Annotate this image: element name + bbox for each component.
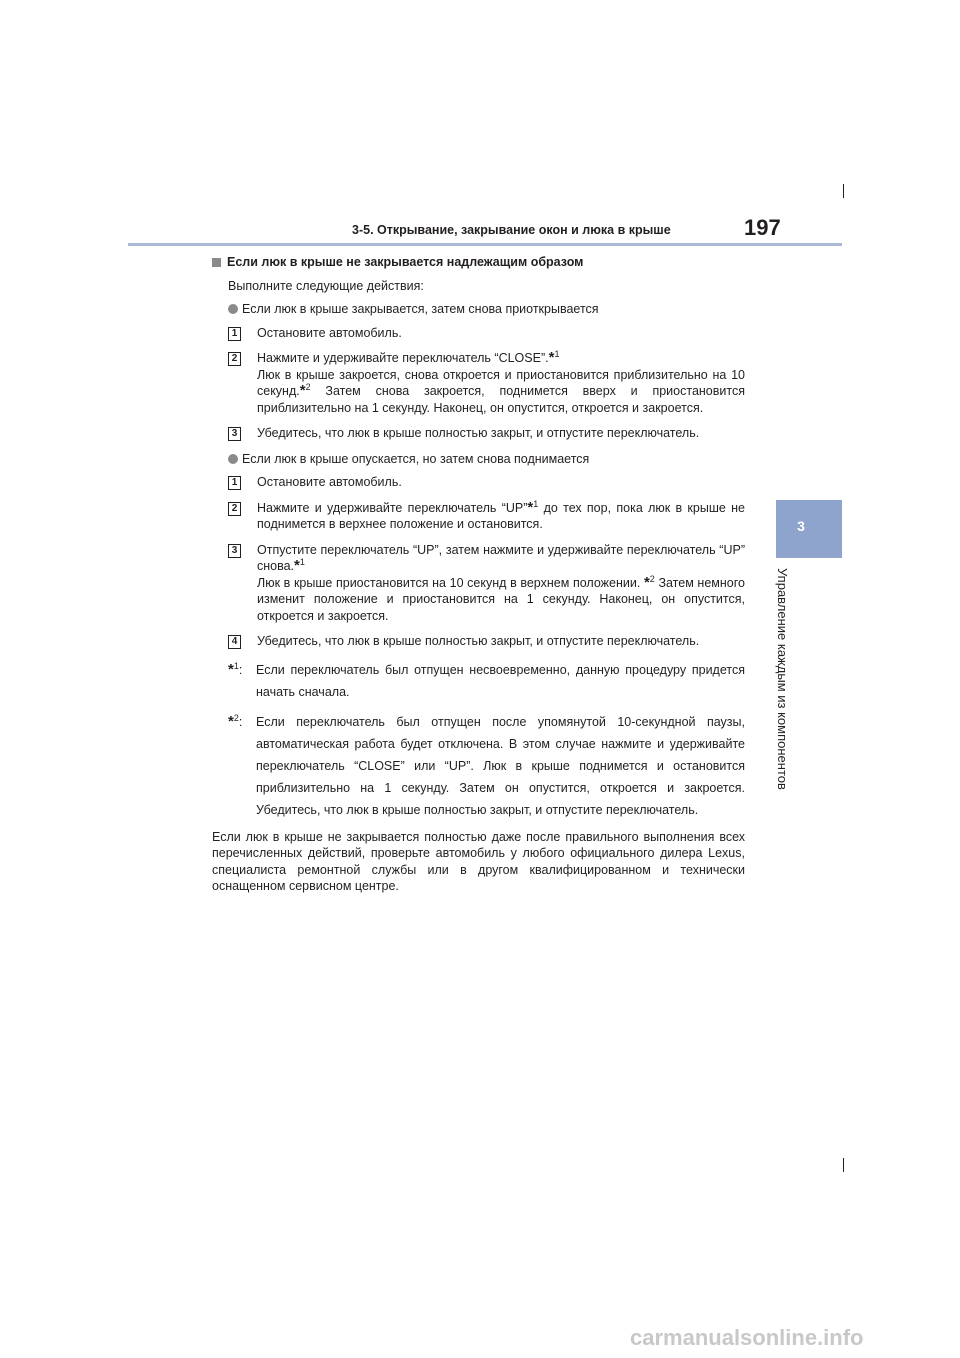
footnote-star: * xyxy=(294,557,300,574)
step-item xyxy=(228,500,745,533)
step-text xyxy=(257,542,745,625)
footnote-star: * xyxy=(228,660,234,678)
watermark: carmanualsonline.info xyxy=(630,1325,864,1350)
section-header-title: 3-5. Открывание, закрывание окон и люка в крыше xyxy=(352,223,671,237)
step-item xyxy=(228,425,745,442)
step-line: Люк в крыше закроется, снова откроется и приостановится приблизительно на 10 секунд. xyxy=(257,367,745,398)
footnote-ref: 2 xyxy=(649,573,655,584)
footnote-ref: 1 xyxy=(233,660,239,671)
step-number: 3 xyxy=(228,427,241,441)
footnote-separator: : xyxy=(238,714,243,729)
step-number: 4 xyxy=(228,635,241,649)
chapter-title-vertical: Управление каждым из компонентов xyxy=(775,568,790,790)
footnote-text: Если переключатель был отпущен после упомянутой 10-секундной паузы, автоматическая работа будет отключена. В этом случае нажмите и удерживайте переключатель “CLOSE” или “UP”. Люк в крыше поднимется и остановится приблизительно на 1 секунду. Затем он опустится, откроется и закроется. Убедитесь, что люк в крыше полностью закрыт, и отпустите переключатель. xyxy=(256,714,745,817)
case-heading xyxy=(228,451,745,468)
step-line: Затем немного изменит положение и приостановится на 1 секунду. Наконец, он опустится, откроется и закроется. xyxy=(257,575,745,623)
step-line: Нажмите и удерживайте переключатель “CLOSE”. xyxy=(257,351,549,365)
crop-mark-bottom xyxy=(843,1158,844,1172)
step-item xyxy=(228,350,745,416)
step-line: Отпустите переключатель “UP”, затем нажмите и удерживайте переключатель “UP” снова. xyxy=(257,542,745,573)
case-heading xyxy=(228,301,745,318)
main-content xyxy=(212,254,745,895)
footnote-separator: : xyxy=(238,662,243,677)
footnote-mark xyxy=(228,711,256,821)
step-number: 1 xyxy=(228,327,241,341)
header-divider xyxy=(128,243,842,246)
square-bullet-icon xyxy=(212,258,221,267)
crop-mark-top xyxy=(843,184,844,198)
footnote-star: * xyxy=(548,349,555,366)
case-heading-text: Если люк в крыше опускается, но затем снова поднимается xyxy=(242,451,590,466)
step-line: Люк в крыше приостановится на 10 секунд в верхнем положении. xyxy=(257,575,641,590)
page-number: 197 xyxy=(744,215,781,240)
step-text: Убедитесь, что люк в крыше полностью закрыт, и отпустите переключатель. xyxy=(257,426,700,440)
step-line: Затем снова закроется, поднимется вверх и приостановится приблизительно на 1 секунду. Наконец, он опустится, откроется и закроется. xyxy=(257,384,745,415)
footnote-star: * xyxy=(228,712,234,730)
intro-text: Выполните следующие действия: xyxy=(228,278,424,293)
footnote-text: Если переключатель был отпущен несвоевременно, данную процедуру придется начать сначала. xyxy=(256,662,745,699)
footnote-star: * xyxy=(527,498,534,516)
step-line: Нажмите и удерживайте переключатель “UP” xyxy=(257,500,528,515)
step-item xyxy=(228,542,745,625)
final-paragraph: Если люк в крыше не закрывается полностью даже после правильного выполнения всех перечисленных действий, проверьте автомобиль у любого официального дилера Lexus, специалиста ремонтной службы или в другом квалифицированном и технически оснащенном сервисном центре. xyxy=(212,829,745,893)
step-number: 2 xyxy=(228,352,241,366)
footnote-ref: 2 xyxy=(233,712,239,723)
step-line: до тех пор, пока люк в крыше не поднимется в верхнее положение и остановится. xyxy=(257,500,745,531)
footnote-ref: 1 xyxy=(299,556,305,567)
step-text xyxy=(257,350,745,416)
footnote-star: * xyxy=(299,382,306,399)
step-item xyxy=(228,633,745,650)
circle-bullet-icon xyxy=(228,304,238,314)
footnote-ref: 1 xyxy=(554,348,560,359)
case-heading-text: Если люк в крыше закрывается, затем снова приоткрывается xyxy=(242,302,599,316)
section-heading-text: Если люк в крыше не закрывается надлежащим образом xyxy=(227,255,584,269)
circle-bullet-icon xyxy=(228,454,238,464)
step-text: Остановите автомобиль. xyxy=(257,475,402,489)
footnote xyxy=(228,659,745,703)
step-text: Остановите автомобиль. xyxy=(257,325,402,340)
step-item xyxy=(228,474,745,491)
step-number: 3 xyxy=(228,544,241,558)
footnote xyxy=(228,711,745,821)
step-text xyxy=(257,500,745,533)
step-text: Убедитесь, что люк в крыше полностью закрыт, и отпустите переключатель. xyxy=(257,634,700,648)
step-number: 1 xyxy=(228,476,241,490)
chapter-number: 3 xyxy=(797,518,805,534)
footnote-mark xyxy=(228,659,256,703)
step-item xyxy=(228,325,745,342)
section-heading xyxy=(212,254,745,271)
footnote-star: * xyxy=(643,573,650,591)
step-number: 2 xyxy=(228,502,241,516)
footnote-ref: 1 xyxy=(533,498,539,509)
footnote-ref: 2 xyxy=(305,381,311,392)
